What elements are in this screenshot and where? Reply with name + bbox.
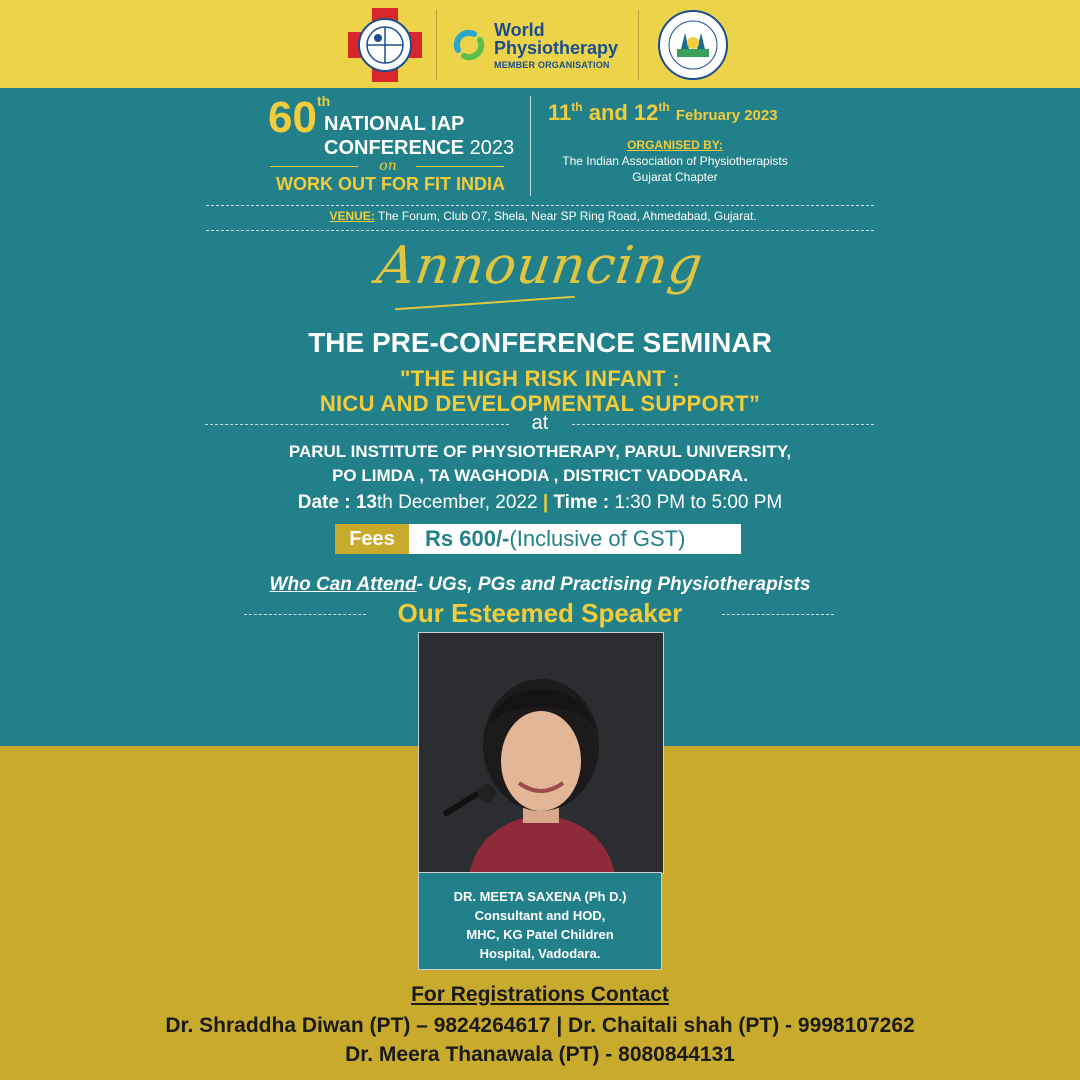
fees-label: Fees [335, 524, 409, 554]
at-rule-right [572, 424, 874, 425]
speaker-name: DR. MEETA SAXENA (Ph D.) [453, 889, 627, 904]
venue-address-line1: PARUL INSTITUTE OF PHYSIOTHERAPY, PARUL UNIVERSITY, [288, 442, 792, 461]
conference-dates: 11th and 12th February 2023 [548, 100, 778, 125]
conference-theme: WORK OUT FOR FIT INDIA [276, 174, 505, 194]
announcing-script: Announcing [373, 236, 707, 296]
world-physio-line2: Physiotherapy [494, 37, 619, 58]
iap-emblem-icon [348, 8, 422, 82]
speaker-caption [418, 872, 662, 970]
speaker-rule-right [722, 614, 834, 615]
registration-heading: For Registrations Contact [411, 983, 669, 1006]
seminar-title-line2: NICU AND DEVELOPMENTAL SUPPORT” [319, 391, 761, 416]
on-separator: on [270, 158, 504, 174]
venue-bottom-rule [206, 230, 874, 231]
seminar-title-line1: "THE HIGH RISK INFANT : [399, 366, 681, 391]
speaker-role-line3: Hospital, Vadodara. [479, 946, 601, 961]
seminar-heading: THE PRE-CONFERENCE SEMINAR [308, 327, 772, 358]
venue: VENUE: The Forum, Club O7, Shela, Near SP Ring Road, Ahmedabad, Gujarat. [329, 209, 757, 223]
logo-divider [638, 10, 639, 80]
organiser-name: The Indian Association of Physiotherapists Gujarat Chapter [562, 154, 788, 184]
venue-address-line2: PO LIMDA , TA WAGHODIA , DISTRICT VADODARA. [332, 466, 748, 485]
who-can-attend: Who Can Attend- UGs, PGs and Practising Physiotherapists [269, 574, 811, 595]
speaker-photo [418, 632, 664, 874]
conference-line2: CONFERENCE 2023 [324, 137, 515, 159]
world-physiotherapy-icon [452, 28, 486, 62]
world-physio-line3: MEMBER ORGANISATION [494, 59, 610, 70]
organised-by-label: ORGANISED BY: [627, 138, 723, 152]
fees-amount: Rs 600/-(Inclusive of GST) [409, 524, 741, 554]
registration-contacts-line2: Dr. Meera Thanawala (PT) - 8080844131 [345, 1043, 735, 1066]
conference-line1: NATIONAL IAP [324, 113, 465, 135]
venue-top-rule [206, 205, 874, 206]
iap-gujarat-emblem-icon [656, 8, 730, 82]
logo-divider [436, 10, 437, 80]
speaker-heading: Our Esteemed Speaker [397, 598, 683, 628]
conference-number: 60th [268, 93, 331, 142]
at-label: at [531, 412, 549, 434]
registration-contacts-line1: Dr. Shraddha Diwan (PT) – 9824264617 | Dr. Chaitali shah (PT) - 9998107262 [165, 1014, 915, 1037]
world-physio-line1: World [494, 19, 545, 40]
speaker-role-line2: MHC, KG Patel Children [466, 927, 614, 942]
conference-title-block [268, 93, 518, 198]
world-physiotherapy-logo [452, 8, 624, 82]
seminar-date-time: Date : 13th December, 2022 | Time : 1:30 PM to 5:00 PM [297, 492, 783, 513]
speaker-role-line1: Consultant and HOD, [474, 908, 606, 923]
